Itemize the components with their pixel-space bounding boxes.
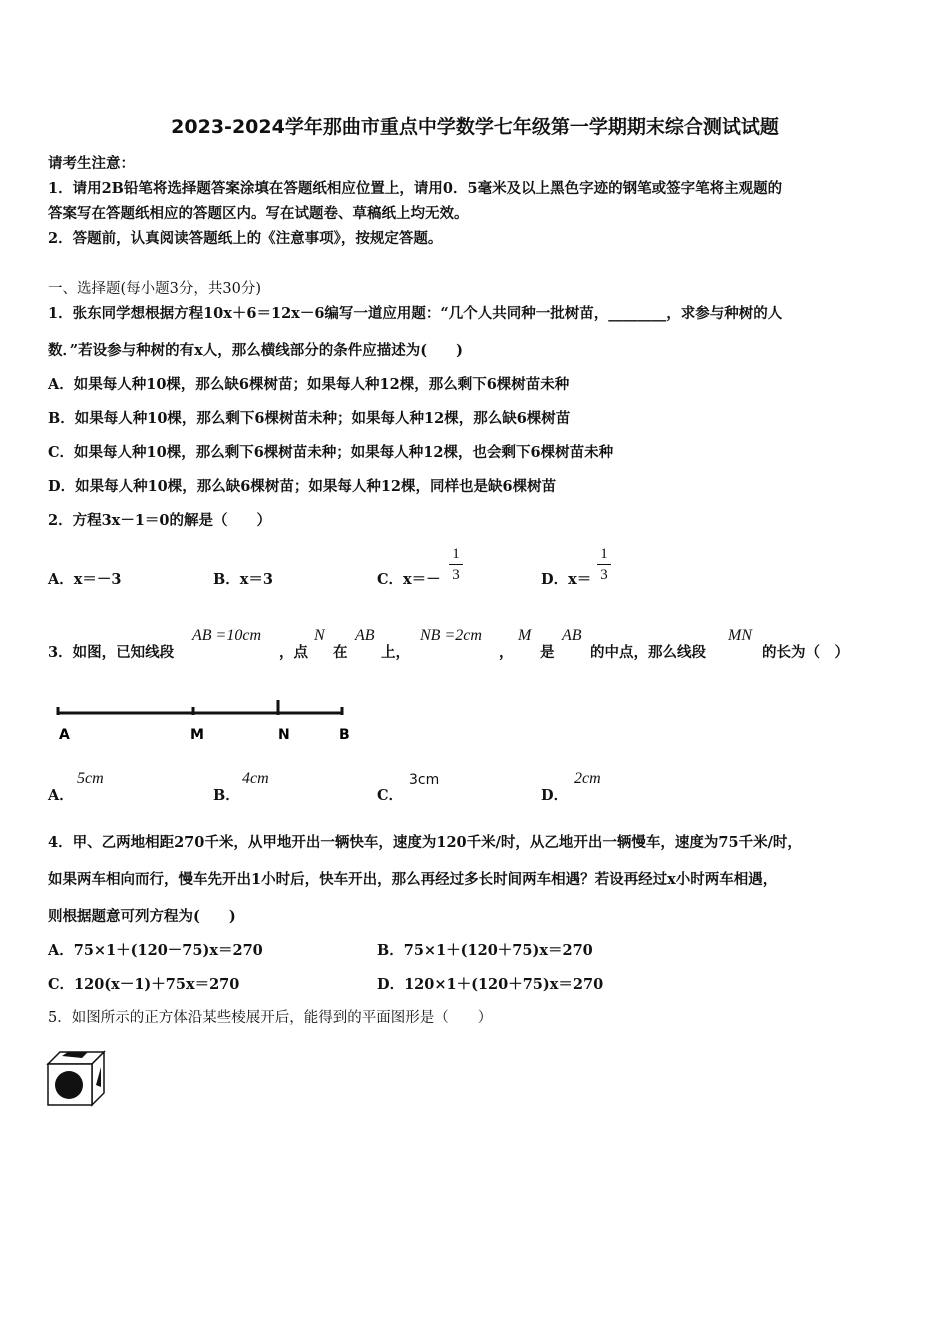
q4-stem-line3: 则根据题意可列方程为( ) — [48, 908, 236, 925]
q1-option-b: B．如果每人种10棵，那么剩下6棵树苗未种；如果每人种12棵，那么缺6棵树苗 — [48, 410, 571, 427]
q3-option-d-value: 2cm — [574, 770, 601, 787]
fraction-bar — [597, 564, 611, 565]
q3-option-a-label: A． — [48, 787, 74, 804]
notice-line-2: 2．答题前，认真阅读答题纸上的《注意事项》，按规定答题。 — [48, 230, 443, 247]
fraction-denominator: 3 — [452, 567, 460, 583]
page-title: 2023-2024学年那曲市重点中学数学七年级第一学期期末综合测试试题 — [171, 116, 779, 138]
q3-stem-part1: 3．如图，已知线段 — [48, 644, 175, 661]
label-n: N — [278, 727, 290, 743]
label-m: M — [190, 727, 204, 743]
q3-math-mn: MN — [728, 627, 752, 644]
q3-math-nb-length: NB =2cm — [420, 627, 482, 644]
q3-math-ab-2: AB — [562, 627, 582, 644]
q1-option-a: A．如果每人种10棵，那么缺6棵树苗；如果每人种12棵，那么剩下6棵树苗未种 — [48, 376, 570, 393]
q1-option-d: D．如果每人种10棵，那么缺6棵树苗；如果每人种12棵，同样也是缺6棵树苗 — [48, 478, 557, 495]
q3-option-c-value: 3cm — [409, 772, 440, 788]
cube-figure — [46, 1049, 108, 1109]
q3-stem-part8: 的长为（ ） — [762, 644, 849, 661]
q4-option-d: D．120×1＋(120＋75)x＝270 — [377, 976, 604, 993]
q4-option-b: B．75×1＋(120＋75)x＝270 — [377, 942, 593, 959]
q3-option-a-value: 5cm — [77, 770, 104, 787]
q1-stem-line1: 1．张东同学想根据方程10x＋6＝12x－6编写一道应用题：“几个人共同种一批树苗，________，求参与种树的人 — [48, 305, 783, 322]
label-b: B — [339, 727, 350, 743]
fraction-numerator: 1 — [452, 546, 460, 562]
q3-option-c-label: C． — [377, 787, 404, 804]
q2-stem: 2．方程3x－1＝0的解是（ ） — [48, 512, 272, 529]
label-a: A — [59, 727, 70, 743]
q2-option-c-fraction — [449, 545, 463, 584]
q2-option-d: D．x＝ — [541, 571, 592, 588]
segment-figure — [50, 698, 360, 748]
q2-option-b: B．x＝3 — [213, 571, 273, 588]
q3-math-n: N — [314, 627, 325, 644]
q4-option-a: A．75×1＋(120－75)x＝270 — [48, 942, 263, 959]
q4-option-c: C．120(x－1)＋75x＝270 — [48, 976, 240, 993]
notice-line-1a: 1．请用2B铅笔将选择题答案涂填在答题纸相应位置上，请用0．5毫米及以上黑色字迹的钢笔或签字笔将主观题的 — [48, 180, 783, 197]
notice-heading: 请考生注意： — [48, 155, 135, 172]
q3-math-ab-length: AB =10cm — [192, 627, 261, 644]
q3-math-m: M — [518, 627, 532, 644]
q3-stem-part3: 在 — [333, 644, 348, 661]
q3-option-d-label: D． — [541, 787, 569, 804]
q3-option-b-value: 4cm — [242, 770, 269, 787]
q3-stem-part6: 是 — [540, 644, 555, 661]
q1-stem-line2: 数．”若设参与种树的有x人，那么横线部分的条件应描述为( ) — [48, 342, 463, 359]
q3-stem-part5: ， — [499, 644, 514, 661]
q3-option-b-label: B． — [213, 787, 240, 804]
q2-option-a: A．x＝－3 — [48, 571, 122, 588]
fraction-numerator: 1 — [600, 546, 608, 562]
q3-stem-part2: ，点 — [279, 644, 308, 661]
q2-option-c: C．x＝－ — [377, 571, 441, 588]
fraction-denominator: 3 — [600, 567, 608, 583]
q5-stem: 5．如图所示的正方体沿某些棱展开后，能得到的平面图形是（ ） — [48, 1010, 493, 1026]
q4-stem-line2: 如果两车相向而行，慢车先开出1小时后，快车开出，那么再经过多长时间两车相遇？若设再经过x小时两车相遇， — [48, 871, 778, 888]
q3-math-ab: AB — [355, 627, 375, 644]
q3-stem-part7: 的中点，那么线段 — [590, 644, 706, 661]
q4-stem-line1: 4．甲、乙两地相距270千米，从甲地开出一辆快车，速度为120千米/时，从乙地开出一辆慢车，速度为75千米/时， — [48, 834, 802, 851]
fraction-bar — [449, 564, 463, 565]
cube-front-circle — [55, 1071, 83, 1099]
section-heading: 一、选择题(每小题3分，共30分) — [48, 281, 261, 297]
q2-option-d-fraction — [597, 545, 611, 584]
notice-line-1b: 答案写在答题纸相应的答题区内。写在试题卷、草稿纸上均无效。 — [48, 205, 469, 222]
q1-option-c: C．如果每人种10棵，那么剩下6棵树苗未种；如果每人种12棵，也会剩下6棵树苗未种 — [48, 444, 614, 461]
q3-stem-part4: 上， — [381, 644, 410, 661]
